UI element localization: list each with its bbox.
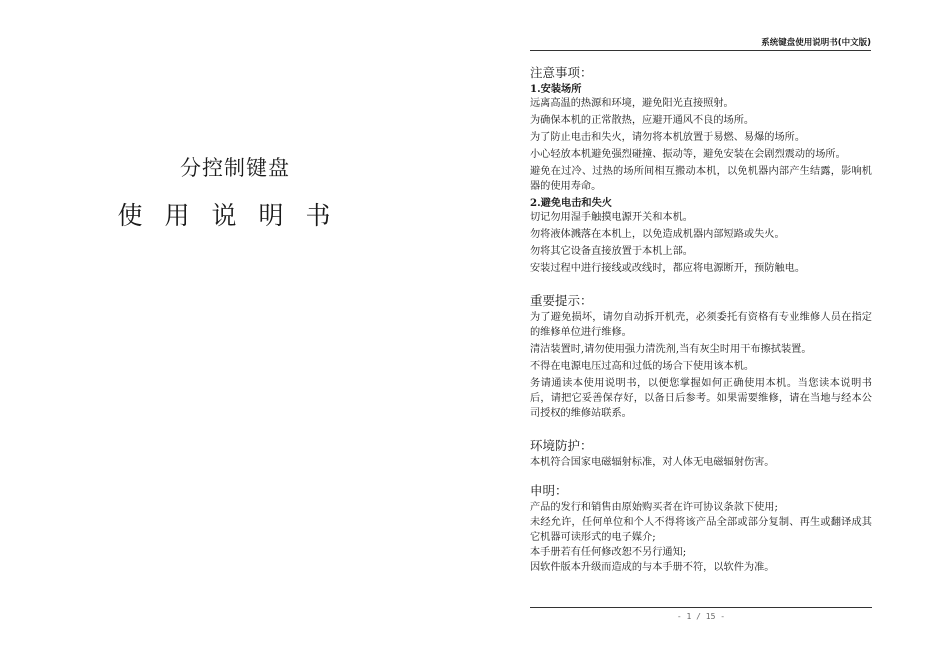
important-item: 务请通读本使用说明书，以便您掌握如何正确使用本机。当您读本说明书后，请把它妥善保存好，以备日后参考。如果需要维修，请在当地与经本公司授权的维修站联系。	[530, 378, 872, 419]
important-item: 为了避免损坏，请勿自动拆开机壳，必须委托有资格有专业维修人员在指定的维修单位进行维修。	[530, 312, 872, 338]
environment-heading: 环境防护：	[530, 438, 593, 453]
precautions-heading: 注意事项：	[530, 65, 593, 80]
page-header: 系统键盘使用说明书(中文版)	[530, 36, 871, 51]
shock-item: 安装过程中进行接线或改线时，都应将电源断开，预防触电。	[530, 263, 806, 274]
install-item: 远离高温的热源和环境，避免阳光直接照射。	[530, 98, 734, 109]
statement-item: 产品的发行和销售由原始购买者在许可协议条款下使用;	[530, 502, 778, 513]
important-heading: 重要提示：	[530, 293, 593, 308]
shock-item: 勿将液体溅落在本机上，以免造成机器内部短路或失火。	[530, 229, 785, 240]
cover-title: 分控制键盘	[180, 156, 290, 180]
footer-divider	[530, 607, 872, 608]
important-item: 清洁装置时,请勿使用强力清洗剂,当有灰尘时用干布擦拭装置。	[530, 344, 812, 355]
install-item: 为了防止电击和失火，请勿将本机放置于易燃、易爆的场所。	[530, 132, 806, 143]
statement-item: 本手册若有任何修改恕不另行通知;	[530, 547, 687, 558]
statement-heading: 申明：	[530, 483, 568, 498]
environment-text: 本机符合国家电磁辐射标准，对人体无电磁辐射伤害。	[530, 457, 775, 468]
install-item: 避免在过冷、过热的场所间相互搬动本机，以免机器内部产生结露，影响机器的使用寿命。	[530, 166, 872, 192]
install-location-title: 1.安装场所	[530, 83, 582, 95]
statement-item: 因软件版本升级而造成的与本手册不符，以软件为准。	[530, 562, 775, 573]
cover-subtitle: 使用说明书	[117, 201, 353, 230]
shock-item: 勿将其它设备直接放置于本机上部。	[530, 246, 693, 257]
page-content	[530, 64, 872, 575]
page-number: - 1 / 15 -	[676, 612, 726, 621]
important-item: 不得在电源电压过高和过低的场合下使用该本机。	[530, 361, 755, 372]
shock-fire-title: 2.避免电击和失火	[530, 197, 612, 209]
shock-item: 切记勿用湿手触摸电源开关和本机。	[530, 212, 693, 223]
statement-item: 未经允许，任何单位和个人不得将该产品全部或部分复制、再生或翻译成其它机器可读形式的电子媒介;	[530, 517, 872, 543]
install-item: 小心轻放本机避免强烈碰撞、振动等，避免安装在会剧烈震动的场所。	[530, 149, 846, 160]
install-item: 为确保本机的正常散热，应避开通风不良的场所。	[530, 115, 755, 126]
